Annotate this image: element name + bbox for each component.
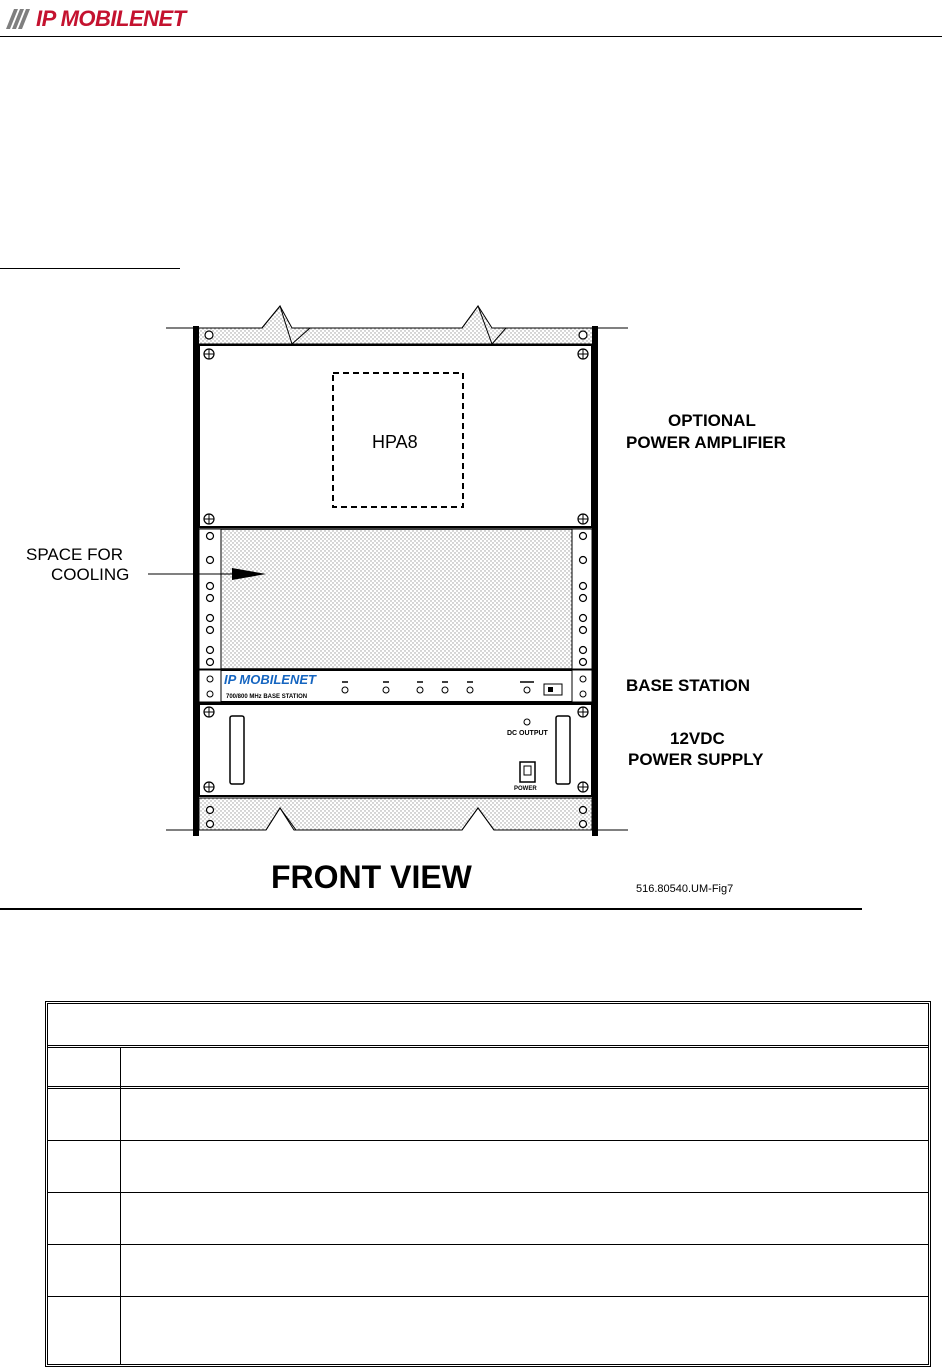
figure-id-label: 516.80540.UM-Fig7: [636, 883, 734, 895]
header-cell-1: [48, 1048, 120, 1060]
table-cell: [121, 1141, 928, 1153]
power-switch-label: POWER: [514, 786, 537, 792]
panel-model: 700/800 MHz BASE STATION: [226, 694, 308, 700]
base-station-label: BASE STATION: [626, 676, 751, 695]
table-row: [48, 1297, 928, 1364]
cooling-space: [199, 529, 592, 669]
psu-label-line1: 12VDC: [670, 729, 725, 748]
rack-diagram: [0, 270, 862, 908]
table-cell: [48, 1089, 120, 1101]
table-title: [48, 1004, 928, 1016]
figure-bottom-rule: [0, 908, 862, 910]
dc-output-label: DC OUTPUT: [507, 730, 548, 737]
table-cell: [121, 1089, 928, 1101]
table-title-row: [48, 1004, 928, 1048]
optional-pa-label-line1: OPTIONAL: [668, 411, 756, 430]
table-row: [48, 1089, 928, 1141]
table-row: [48, 1245, 928, 1297]
data-table: [45, 1001, 931, 1367]
table-cell: [121, 1245, 928, 1257]
rack-bottom-break: [166, 798, 628, 830]
cooling-label-line2: COOLING: [51, 565, 130, 584]
table-cell: [48, 1141, 120, 1153]
table-header-row: [48, 1048, 928, 1089]
company-logo: [4, 6, 186, 32]
logo-text: IP MOBILENET: [36, 6, 186, 31]
front-view-label: FRONT VIEW: [271, 859, 472, 895]
power-supply-panel: [199, 704, 592, 796]
logo-mark-icon: [4, 7, 34, 31]
table-row: [48, 1141, 928, 1193]
hpa-label: HPA8: [372, 432, 418, 452]
caption-rule: [0, 268, 180, 269]
front-view-figure: [0, 270, 862, 908]
table-cell: [121, 1297, 928, 1309]
header-cell-2: [121, 1048, 928, 1060]
cooling-label-line1: SPACE FOR: [26, 545, 123, 564]
optional-pa-label-line2: POWER AMPLIFIER: [626, 433, 786, 452]
header-divider: [0, 36, 942, 37]
table-cell: [121, 1193, 928, 1205]
table-cell: [48, 1297, 120, 1309]
psu-label-line2: POWER SUPPLY: [628, 750, 764, 769]
base-station-panel: [199, 670, 592, 702]
table-cell: [48, 1245, 120, 1257]
table-row: [48, 1193, 928, 1245]
panel-brand: IP MOBILENET: [224, 672, 316, 687]
page-header: [0, 0, 942, 38]
table-cell: [48, 1193, 120, 1205]
